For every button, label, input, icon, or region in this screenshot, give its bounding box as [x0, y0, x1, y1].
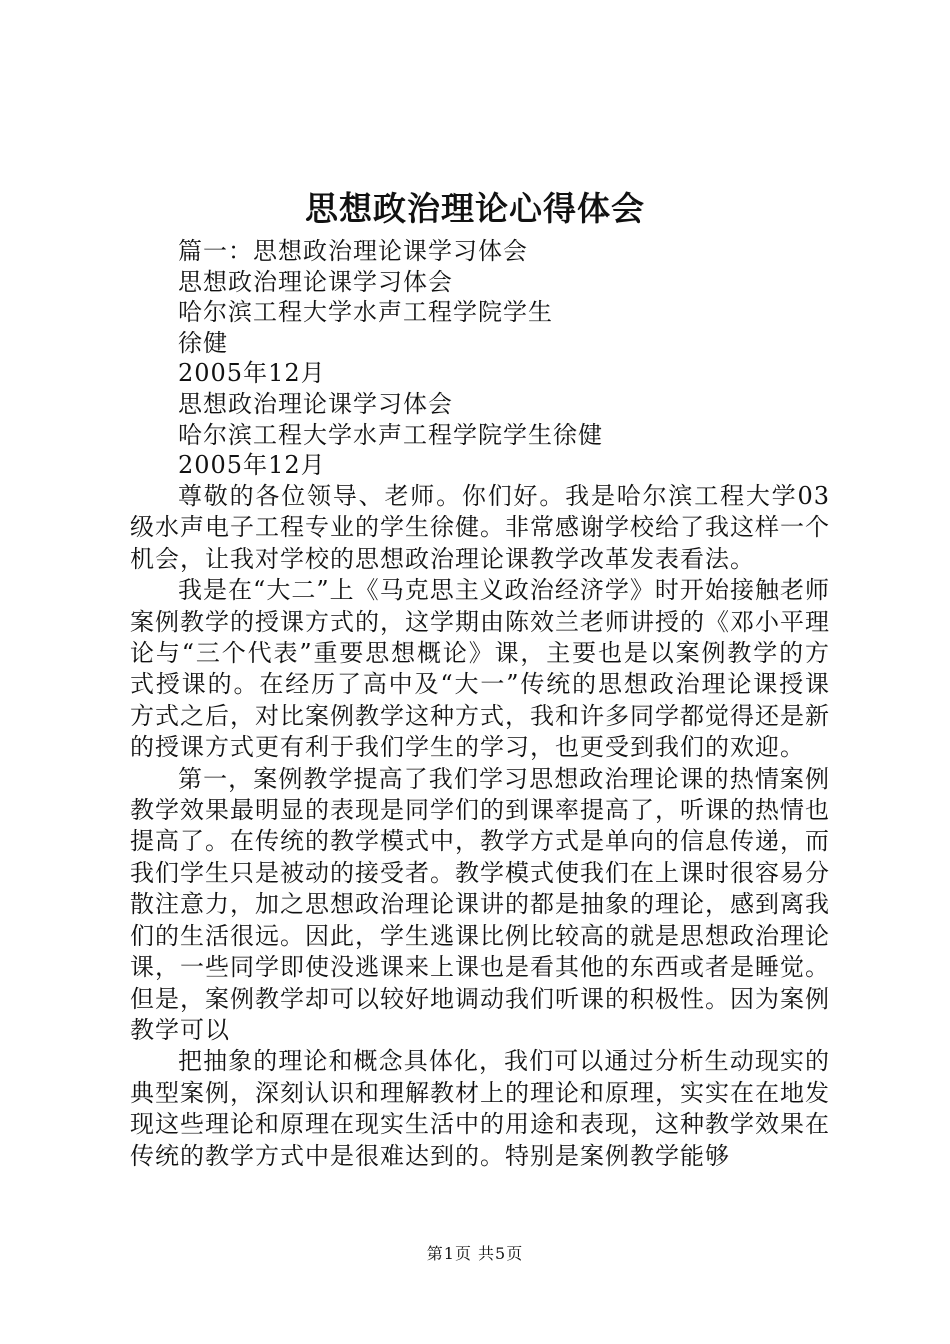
- paragraph: 尊敬的各位领导、老师。你们好。我是哈尔滨工程大学03级水声电子工程专业的学生徐健。非常感谢学校给了我这样一个机会，让我对学校的思想政治理论课教学改革发表看法。: [130, 482, 830, 573]
- paragraph: 第一，案例教学提高了我们学习思想政治理论课的热情案例教学效果最明显的表现是同学们的到课率提高了，听课的热情也提高了。在传统的教学模式中，教学方式是单向的信息传递，而我们学生只是被动的接受者。教学模式使我们在上课时很容易分散注意力，加之思想政治理论课讲的都是抽象的理论，感到离我们的生活很远。因此，学生逃课比例比较高的就是思想政治理论课，一些同学即使没逃课来上课也是看其他的东西或者是睡觉。但是，案例教学却可以较好地调动我们听课的积极性。因为案例教学可以: [130, 764, 830, 1044]
- document-title: 思想政治理论心得体会: [305, 189, 645, 228]
- header-line: 哈尔滨工程大学水声工程学院学生徐健: [178, 420, 603, 449]
- header-line: 哈尔滨工程大学水声工程学院学生: [178, 298, 553, 327]
- paragraph: 把抽象的理论和概念具体化，我们可以通过分析生动现实的典型案例，深刻认识和理解教材上的理论和原理，实实在在地发现这些理论和原理在现实生活中的用途和表现，这种教学效果在传统的教学方式中是很难达到的。特别是案例教学能够: [130, 1047, 830, 1170]
- header-line: 徐健: [178, 328, 228, 357]
- header-line: 篇一：思想政治理论课学习体会: [178, 237, 528, 265]
- header-line: 思想政治理论课学习体会: [178, 389, 453, 418]
- header-block: [178, 236, 838, 481]
- header-line: 思想政治理论课学习体会: [178, 267, 453, 296]
- header-line: 2005年12月: [178, 451, 326, 480]
- page-footer: 第1页 共5页: [426, 1244, 524, 1263]
- body-text: [130, 481, 830, 1172]
- paragraph: 我是在“大二”上《马克思主义政治经济学》时开始接触老师案例教学的授课方式的，这学期由陈效兰老师讲授的《邓小平理论与“三个代表”重要思想概论》课，主要也是以案例教学的方式授课的。在经历了高中及“大一”传统的思想政治理论课授课方式之后，对比案例教学这种方式，我和许多同学都觉得还是新的授课方式更有利于我们学生的学习，也更受到我们的欢迎。: [130, 576, 830, 762]
- header-line: 2005年12月: [178, 359, 326, 388]
